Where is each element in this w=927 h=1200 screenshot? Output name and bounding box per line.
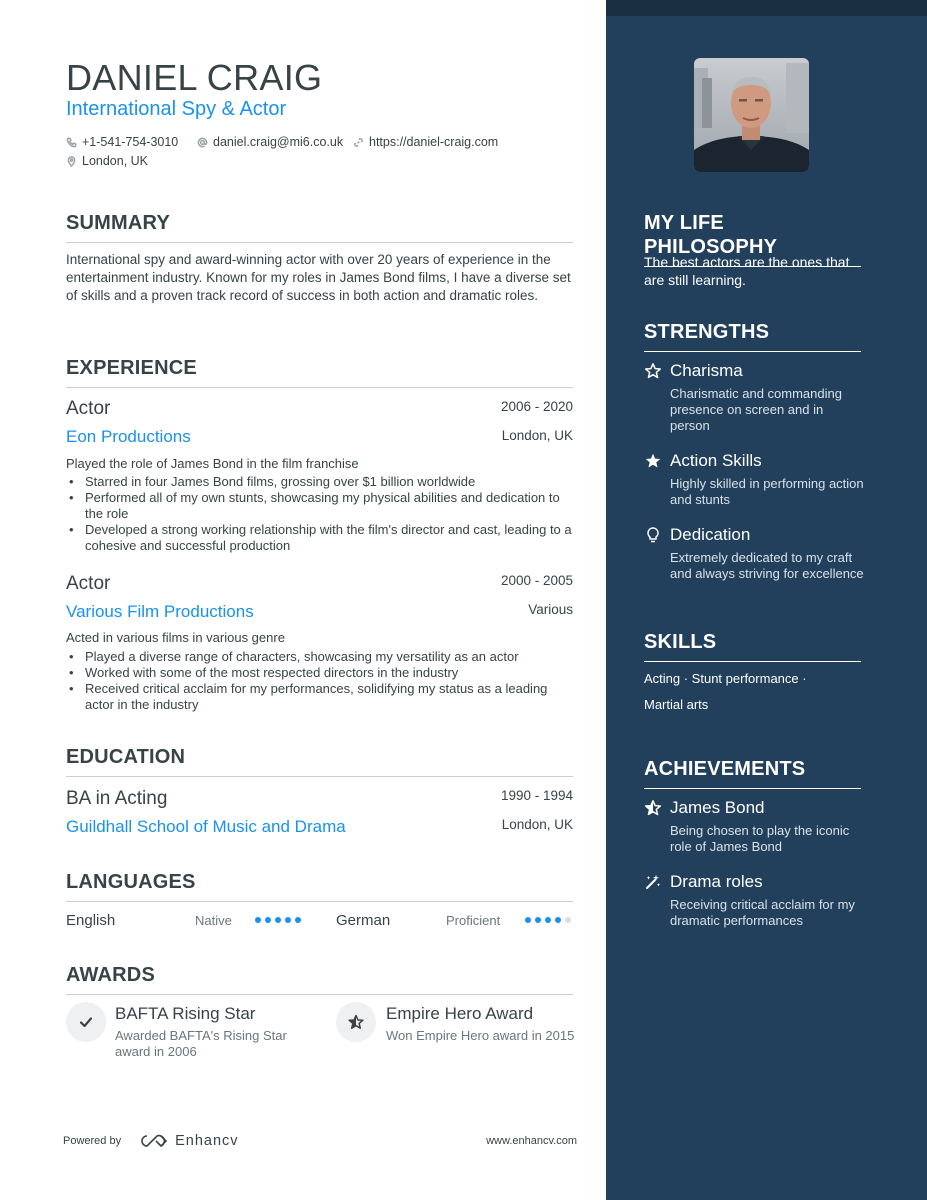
website-contact[interactable] — [353, 134, 498, 150]
candidate-name: DANIEL CRAIG — [66, 57, 323, 98]
resume-sidebar — [606, 0, 927, 1200]
proficiency-dot-filled — [545, 917, 551, 923]
school-name: Guildhall School of Music and Drama — [66, 817, 346, 836]
job-description: Acted in various films in various genre — [66, 630, 285, 645]
achievement-title: James Bond — [670, 798, 765, 817]
job-bullet: • Played a diverse range of characters, showcasing my versatility as an actor — [66, 649, 576, 665]
achievement-description: Receiving critical acclaim for my dramatic performances — [670, 897, 855, 928]
language-dots — [255, 911, 301, 929]
award-description: Won Empire Hero award in 2015 — [386, 1028, 575, 1043]
skills-line: Martial arts — [644, 697, 709, 712]
at-icon — [197, 137, 208, 148]
job-company: Eon Productions — [66, 427, 191, 446]
language-level: Native — [195, 913, 232, 928]
skills-line: Acting · Stunt performance · — [644, 671, 807, 686]
star-half-icon — [644, 799, 662, 817]
phone-icon — [66, 137, 77, 148]
strength-description: Highly skilled in performing action and stunts — [670, 476, 864, 507]
languages-heading: LANGUAGES — [66, 870, 573, 902]
philosophy-text: The best actors are the ones that are still learning. — [644, 254, 850, 288]
experience-heading: EXPERIENCE — [66, 356, 573, 388]
email-contact[interactable] — [197, 134, 343, 150]
awards-heading: AWARDS — [66, 963, 573, 995]
strengths-heading: STRENGTHS — [644, 320, 861, 352]
check-icon — [66, 1002, 106, 1042]
proficiency-dot-filled — [265, 917, 271, 923]
email-text[interactable]: daniel.craig@mi6.co.uk — [213, 135, 344, 149]
job-title: Actor — [66, 573, 111, 594]
location-text: London, UK — [82, 154, 149, 168]
proficiency-dot-filled — [285, 917, 291, 923]
award-title: Empire Hero Award — [386, 1004, 534, 1023]
proficiency-dot-filled — [275, 917, 281, 923]
job-description: Played the role of James Bond in the film franchise — [66, 456, 359, 471]
proficiency-dot-filled — [255, 917, 261, 923]
job-bullet: • Starred in four James Bond films, grossing over $1 billion worldwide — [66, 474, 576, 490]
proficiency-dot-filled — [535, 917, 541, 923]
achievements-heading: ACHIEVEMENTS — [644, 757, 861, 789]
phone-contact — [66, 134, 178, 150]
summary-heading: SUMMARY — [66, 211, 573, 243]
candidate-role: International Spy & Actor — [66, 98, 287, 120]
language-level: Proficient — [446, 913, 501, 928]
language-name: German — [336, 912, 391, 929]
strength-description: Charismatic and commanding presence on screen and in person — [670, 386, 842, 433]
profile-photo — [694, 58, 809, 172]
job-dates: 2006 - 2020 — [500, 399, 573, 414]
job-location: London, UK — [501, 428, 573, 443]
language-name: English — [66, 912, 116, 929]
enhancv-logo[interactable] — [139, 1133, 238, 1149]
award-title: BAFTA Rising Star — [115, 1004, 256, 1023]
job-bullets — [66, 474, 576, 554]
powered-by-label: Powered by — [63, 1135, 122, 1147]
star-half-icon — [336, 1002, 376, 1042]
job-dates: 2000 - 2005 — [500, 573, 573, 588]
job-bullet: • Performed all of my own stunts, showcasing my physical abilities and dedication to the role — [66, 490, 576, 522]
job-bullet: • Received critical acclaim for my performances, solidifying my status as a leading actor in the industry — [66, 681, 576, 713]
achievement-description: Being chosen to play the iconic role of James Bond — [670, 823, 850, 854]
job-bullet: • Worked with some of the most respected directors in the industry — [66, 665, 576, 681]
achievement-title: Drama roles — [670, 872, 763, 891]
footer-powered-by — [63, 1133, 239, 1149]
skills-heading: SKILLS — [644, 630, 861, 662]
proficiency-dot-filled — [295, 917, 301, 923]
proficiency-dot-filled — [525, 917, 531, 923]
degree-title: BA in Acting — [66, 788, 168, 809]
link-icon — [353, 137, 364, 148]
star-filled-icon — [644, 452, 662, 470]
language-dots — [525, 911, 571, 929]
strength-title: Dedication — [670, 525, 751, 544]
sidebar-top-bar — [606, 0, 927, 16]
location-pin-icon — [66, 156, 77, 167]
phone-text: +1-541-754-3010 — [82, 135, 179, 149]
location-contact — [66, 153, 148, 169]
philosophy-heading: MY LIFE PHILOSOPHY — [644, 211, 861, 267]
brand-name: Enhancv — [175, 1133, 239, 1149]
proficiency-dot-empty — [565, 917, 571, 923]
strength-title: Action Skills — [670, 451, 762, 470]
job-company: Various Film Productions — [66, 602, 254, 621]
education-dates: 1990 - 1994 — [500, 788, 573, 803]
magic-wand-icon — [644, 873, 662, 891]
education-location: London, UK — [501, 817, 573, 832]
summary-text: International spy and award-winning actor with over 20 years of experience in the entertainment industry. Known for my roles in James Bond films, I have a diverse set of skills and a proven track record of success in both action and dramatic roles. — [66, 252, 571, 303]
job-title: Actor — [66, 398, 111, 419]
proficiency-dot-filled — [555, 917, 561, 923]
job-location: Various — [528, 602, 573, 617]
job-bullet: • Developed a strong working relationship with the film's director and cast, leading to a cohesive and successful production — [66, 522, 576, 554]
website-text[interactable]: https://daniel-craig.com — [369, 135, 499, 149]
job-bullets — [66, 649, 576, 713]
award-description: Awarded BAFTA's Rising Star award in 2006 — [115, 1028, 287, 1059]
education-heading: EDUCATION — [66, 745, 573, 777]
footer-website[interactable]: www.enhancv.com — [486, 1135, 577, 1147]
enhancv-logo-icon — [139, 1133, 169, 1149]
strength-description: Extremely dedicated to my craft and always striving for excellence — [670, 550, 864, 581]
lightbulb-icon — [644, 526, 662, 544]
star-outline-icon — [644, 362, 662, 380]
strength-title: Charisma — [670, 361, 743, 380]
